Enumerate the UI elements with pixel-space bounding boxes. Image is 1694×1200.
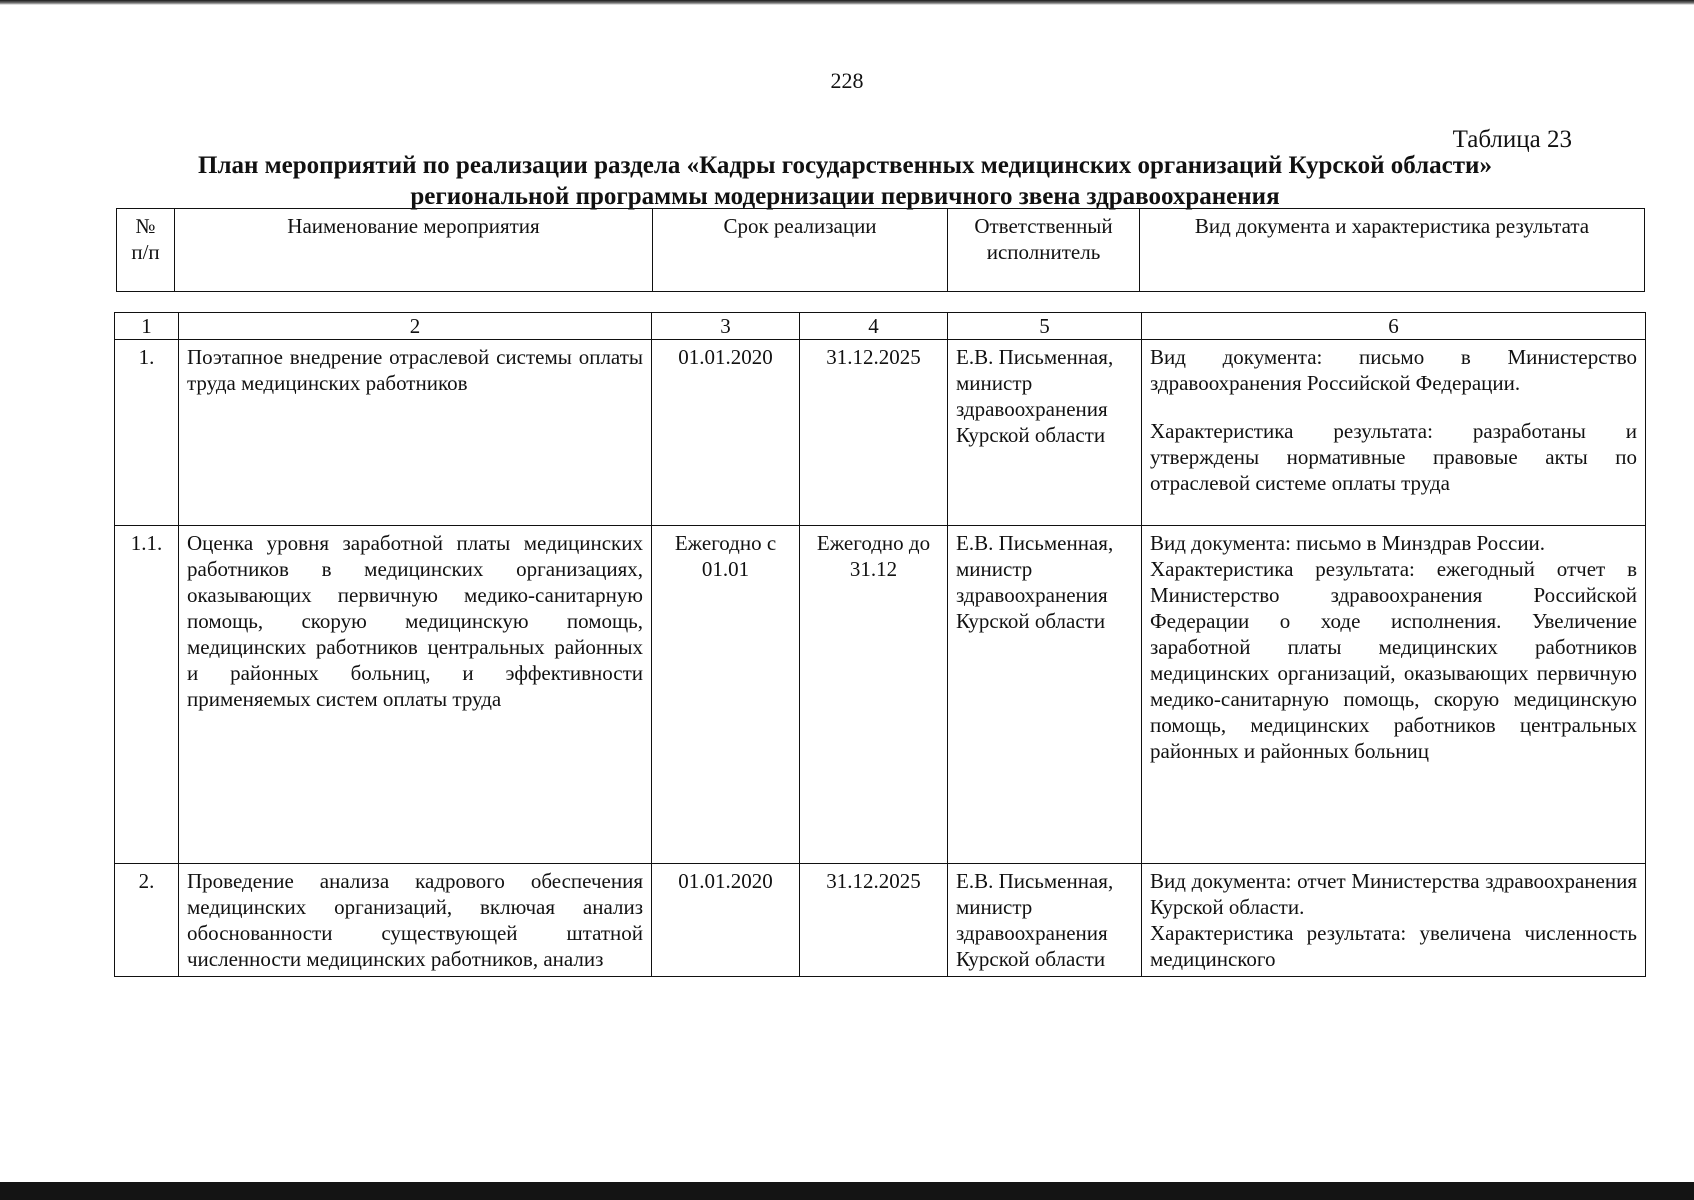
row-number: 1.1. bbox=[115, 526, 179, 864]
page-number: 228 bbox=[830, 68, 864, 93]
column-number: 1 bbox=[115, 313, 179, 340]
responsible-person: Е.В. Письменная, министр здравоохранения Курской области bbox=[948, 864, 1142, 977]
table-label: Таблица 23 bbox=[1452, 126, 1572, 153]
header-num: № п/п bbox=[117, 209, 175, 292]
result-cell bbox=[1142, 526, 1646, 864]
header-name: Наименование мероприятия bbox=[175, 209, 653, 292]
activity-name: Поэтапное внедрение отраслевой системы оплаты труда медицинских работников bbox=[179, 340, 652, 526]
plan-table bbox=[114, 312, 1646, 977]
header-result: Вид документа и характеристика результата bbox=[1140, 209, 1645, 292]
result-cell bbox=[1142, 340, 1646, 526]
table-row bbox=[115, 864, 1646, 977]
document-type: Вид документа: письмо в Минздрав России. bbox=[1150, 531, 1546, 555]
header-row bbox=[117, 209, 1645, 292]
scan-edge-top bbox=[0, 0, 1694, 5]
document-title bbox=[110, 150, 1580, 212]
document-type: Вид документа: письмо в Министерство здравоохранения Российской Федерации. bbox=[1150, 345, 1637, 395]
column-number: 5 bbox=[948, 313, 1142, 340]
responsible-person: Е.В. Письменная, министр здравоохранения Курской области bbox=[948, 526, 1142, 864]
column-number: 3 bbox=[652, 313, 800, 340]
document-type: Вид документа: отчет Министерства здравоохранения Курской области. bbox=[1150, 869, 1637, 919]
header-period: Срок реализации bbox=[653, 209, 948, 292]
column-number: 2 bbox=[179, 313, 652, 340]
end-date: 31.12.2025 bbox=[800, 864, 948, 977]
title-line-1: План мероприятий по реализации раздела «Кадры государственных медицинских организаций Курской области» bbox=[198, 152, 1492, 179]
scan-edge-bottom bbox=[0, 1182, 1694, 1200]
table-row bbox=[115, 340, 1646, 526]
header-table bbox=[116, 208, 1645, 292]
table-row bbox=[115, 526, 1646, 864]
result-description: Характеристика результата: ежегодный отчет в Министерство здравоохранения Российской Федерации о ходе исполнения. Увеличение заработной платы медицинских работников медицинских организаций, оказывающих первичную медико-санитарную помощь, скорую медицинскую помощь, медицинских работников центральных районных и районных больниц bbox=[1150, 557, 1637, 763]
spacer bbox=[1150, 396, 1637, 418]
activity-name: Проведение анализа кадрового обеспечения медицинских организаций, включая анализ обоснованности существующей штатной численности медицинских работников, анализ bbox=[179, 864, 652, 977]
row-number: 1. bbox=[115, 340, 179, 526]
end-date: 31.12.2025 bbox=[800, 340, 948, 526]
column-number: 4 bbox=[800, 313, 948, 340]
responsible-person: Е.В. Письменная, министр здравоохранения Курской области bbox=[948, 340, 1142, 526]
activity-name: Оценка уровня заработной платы медицинских работников в медицинских организациях, оказывающих первичную медико-санитарную помощь, скорую медицинскую помощь, медицинских работников центральных районных и районных больниц, и эффективности применяемых систем оплаты труда bbox=[179, 526, 652, 864]
column-number-row bbox=[115, 313, 1646, 340]
result-cell bbox=[1142, 864, 1646, 977]
end-date: Ежегодно до 31.12 bbox=[800, 526, 948, 864]
start-date: 01.01.2020 bbox=[652, 340, 800, 526]
result-description: Характеристика результата: увеличена численность медицинского bbox=[1150, 921, 1637, 971]
result-description: Характеристика результата: разработаны и утверждены нормативные правовые акты по отраслевой системе оплаты труда bbox=[1150, 419, 1637, 495]
start-date: 01.01.2020 bbox=[652, 864, 800, 977]
header-responsible: Ответственный исполнитель bbox=[948, 209, 1140, 292]
title-line-2: региональной программы модернизации первичного звена здравоохранения bbox=[410, 183, 1280, 210]
column-number: 6 bbox=[1142, 313, 1646, 340]
row-number: 2. bbox=[115, 864, 179, 977]
start-date: Ежегодно с 01.01 bbox=[652, 526, 800, 864]
